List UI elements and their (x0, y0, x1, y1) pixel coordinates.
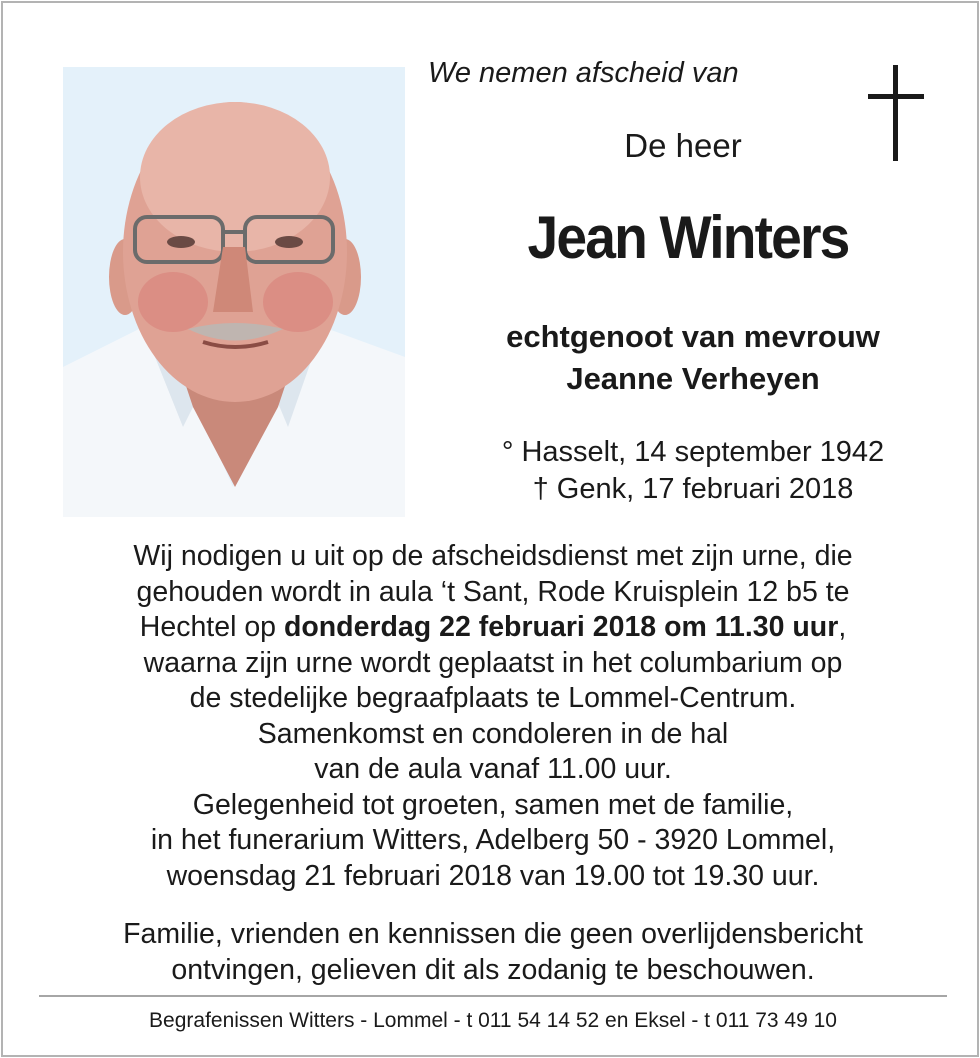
ceremony-line: gehouden wordt in aula ‘t Sant, Rode Kruisplein 12 b5 te (136, 575, 850, 608)
ceremony-line: van de aula vanaf 11.00 uur. (314, 753, 672, 785)
spouse-line-2: Jeanne Verheyen (566, 361, 820, 396)
footer-contact: Begrafenissen Witters - Lommel - t 011 54 14 52 en Eksel - t 011 73 49 10 (149, 1009, 837, 1032)
ceremony-date-emphasis: donderdag 22 februari 2018 om 11.30 uur (283, 611, 839, 643)
closing-line: Familie, vrienden en kennissen die geen overlijdensbericht (123, 918, 863, 950)
closing-line: ontvingen, gelieven dit als zodanig te beschouwen. (171, 953, 815, 986)
ceremony-line: in het funerarium Witters, Adelberg 50 - 3920 Lommel, (150, 824, 836, 856)
ceremony-line: waarna zijn urne wordt geplaatst in het columbarium op (143, 646, 843, 679)
closing-text (43, 917, 943, 988)
ceremony-line: woensdag 21 februari 2018 van 19.00 tot 19.30 uur. (166, 859, 820, 892)
ceremony-line: Gelegenheid tot groeten, samen met de familie, (192, 788, 794, 821)
ceremony-line: Samenkomst en condoleren in de hal (257, 717, 729, 750)
divider (39, 995, 947, 997)
death-line (423, 471, 963, 508)
spouse-block (423, 316, 963, 400)
spouse-line-1: echtgenoot van mevrouw (506, 319, 880, 354)
ceremony-line: de stedelijke begraafplaats te Lommel-Centrum. (189, 682, 797, 714)
ceremony-line: Wij nodigen u uit op de afscheidsdienst met zijn urne, die (133, 540, 853, 572)
dagger-icon: † (532, 473, 549, 505)
ceremony-line (43, 610, 943, 646)
obituary-card (1, 1, 979, 1057)
ceremony-line-part: Hechtel op (139, 611, 284, 643)
portrait-photo (63, 67, 405, 517)
ceremony-line-part: , (838, 611, 847, 643)
death-text: Genk, 17 februari 2018 (556, 473, 854, 505)
honorific: De heer (624, 127, 742, 164)
intro-text: We nemen afscheid van (428, 57, 739, 89)
birth-line: ° Hasselt, 14 september 1942 (501, 436, 885, 468)
latin-cross-icon (868, 65, 924, 161)
dates-block (423, 434, 963, 508)
deceased-name: Jean Winters (527, 204, 849, 271)
ceremony-text (43, 539, 943, 894)
